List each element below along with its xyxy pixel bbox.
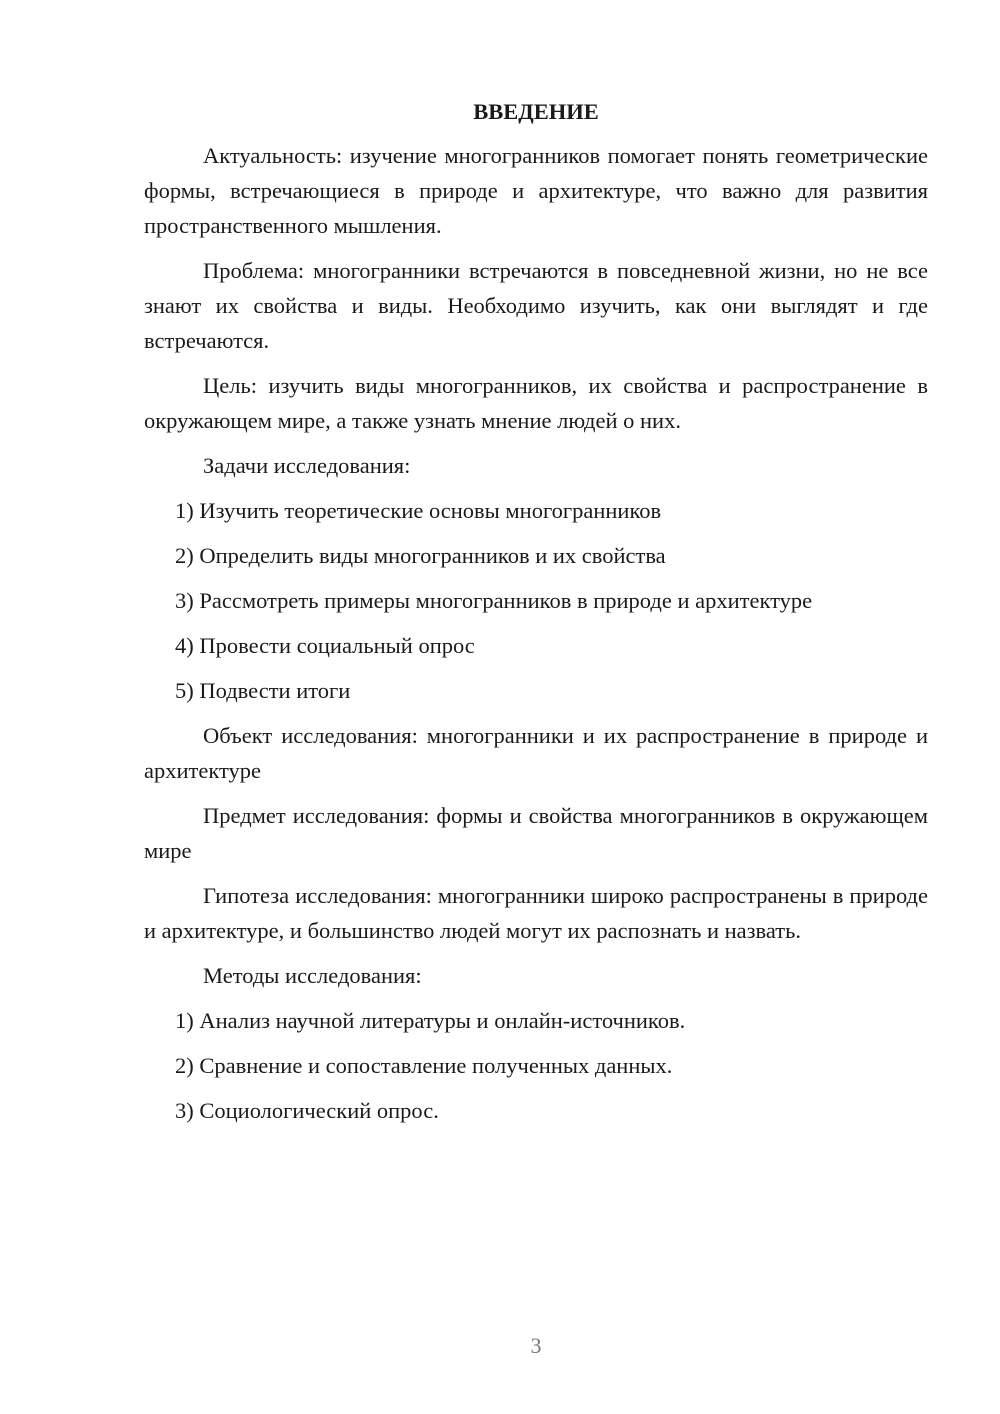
goal-paragraph: Цель: изучить виды многогранников, их свойства и распространение в окружающем мире, а также узнать мнение людей о них. — [144, 373, 928, 433]
list-item: 1) Анализ научной литературы и онлайн-источников. — [175, 1008, 686, 1033]
list-item: 3) Рассмотреть примеры многогранников в природе и архитектуре — [175, 588, 813, 613]
tasks-list — [144, 493, 928, 708]
relevance-paragraph: Актуальность: изучение многогранников помогает понять геометрические формы, встречающиеся в природе и архитектуре, что важно для развития пространственного мышления. — [144, 143, 928, 238]
list-item: 3) Социологический опрос. — [175, 1098, 439, 1123]
list-item: 4) Провести социальный опрос — [175, 633, 475, 658]
hypothesis-paragraph: Гипотеза исследования: многогранники широко распространены в природе и архитектуре, и большинство людей могут их распознать и назвать. — [144, 883, 928, 943]
methods-list — [144, 1003, 928, 1128]
page-number: 3 — [530, 1333, 542, 1358]
problem-paragraph: Проблема: многогранники встречаются в повседневной жизни, но не все знают их свойства и виды. Необходимо изучить, как они выглядят и где встречаются. — [144, 258, 928, 353]
subject-paragraph: Предмет исследования: формы и свойства многогранников в окружающем мире — [144, 803, 928, 863]
section-title: ВВЕДЕНИЕ — [473, 99, 599, 124]
list-item: 2) Сравнение и сопоставление полученных данных. — [175, 1053, 673, 1078]
page-content — [144, 96, 928, 1138]
list-item: 2) Определить виды многогранников и их свойства — [175, 543, 666, 568]
methods-heading: Методы исследования: — [203, 963, 422, 988]
list-item: 1) Изучить теоретические основы многогранников — [175, 498, 662, 523]
object-paragraph: Объект исследования: многогранники и их распространение в природе и архитектуре — [144, 723, 928, 783]
tasks-heading: Задачи исследования: — [203, 453, 411, 478]
list-item: 5) Подвести итоги — [175, 678, 351, 703]
